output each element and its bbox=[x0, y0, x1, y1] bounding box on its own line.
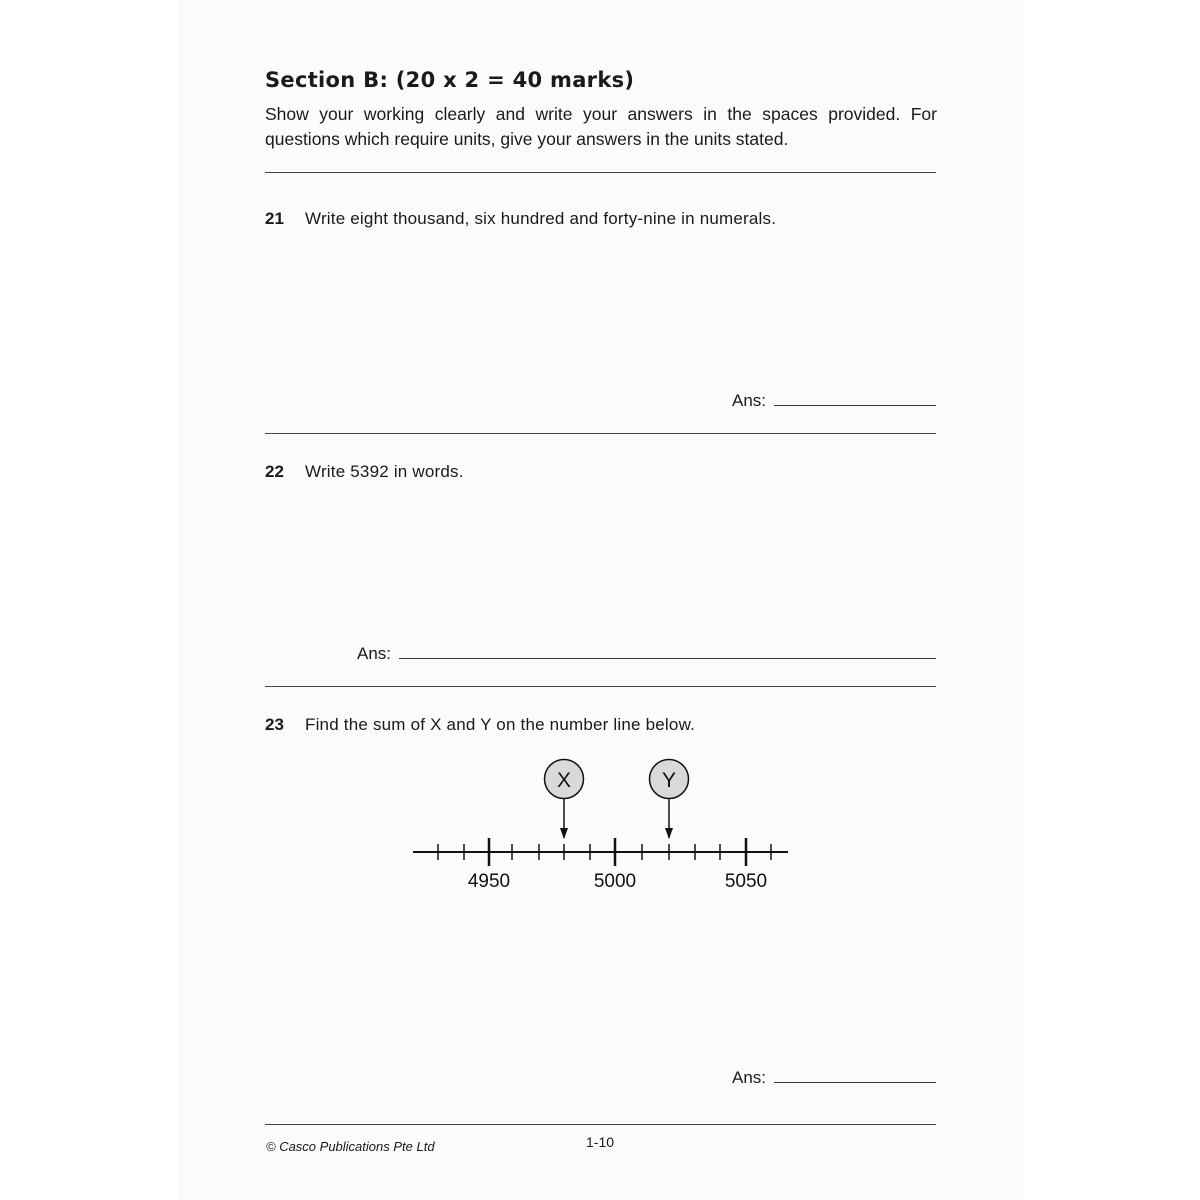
question-23-text: Find the sum of X and Y on the number line below. bbox=[305, 715, 696, 734]
question-23-number: 23 bbox=[265, 715, 284, 734]
question-22-text: Write 5392 in words. bbox=[305, 462, 464, 481]
question-22-number: 22 bbox=[265, 462, 284, 481]
instructions-line-1: Show your working clearly and write your answers in the spaces provided. For bbox=[265, 104, 937, 124]
marker-x-arrowhead bbox=[560, 828, 568, 839]
marker-y-arrowhead bbox=[665, 828, 673, 839]
question-21-number: 21 bbox=[265, 209, 284, 228]
marker-x-label: X bbox=[556, 769, 572, 792]
question-23-answer-line[interactable] bbox=[774, 1082, 936, 1083]
question-22-answer-label: Ans: bbox=[357, 644, 392, 663]
question-21-text: Write eight thousand, six hundred and forty-nine in numerals. bbox=[305, 209, 777, 228]
question-21-answer-label: Ans: bbox=[732, 391, 767, 410]
tick-label-5050: 5050 bbox=[724, 871, 768, 892]
section-title: Section B: (20 x 2 = 40 marks) bbox=[265, 68, 635, 92]
marker-y-label: Y bbox=[661, 769, 677, 792]
footer-page-number: 1-10 bbox=[586, 1134, 615, 1150]
divider bbox=[265, 1124, 936, 1125]
tick-label-4950: 4950 bbox=[467, 871, 511, 892]
tick-label-5000: 5000 bbox=[593, 871, 637, 892]
question-23-answer-label: Ans: bbox=[732, 1068, 767, 1087]
footer-copyright: © Casco Publications Pte Ltd bbox=[266, 1139, 435, 1154]
instructions-line-2: questions which require units, give your answers in the units stated. bbox=[265, 128, 789, 149]
